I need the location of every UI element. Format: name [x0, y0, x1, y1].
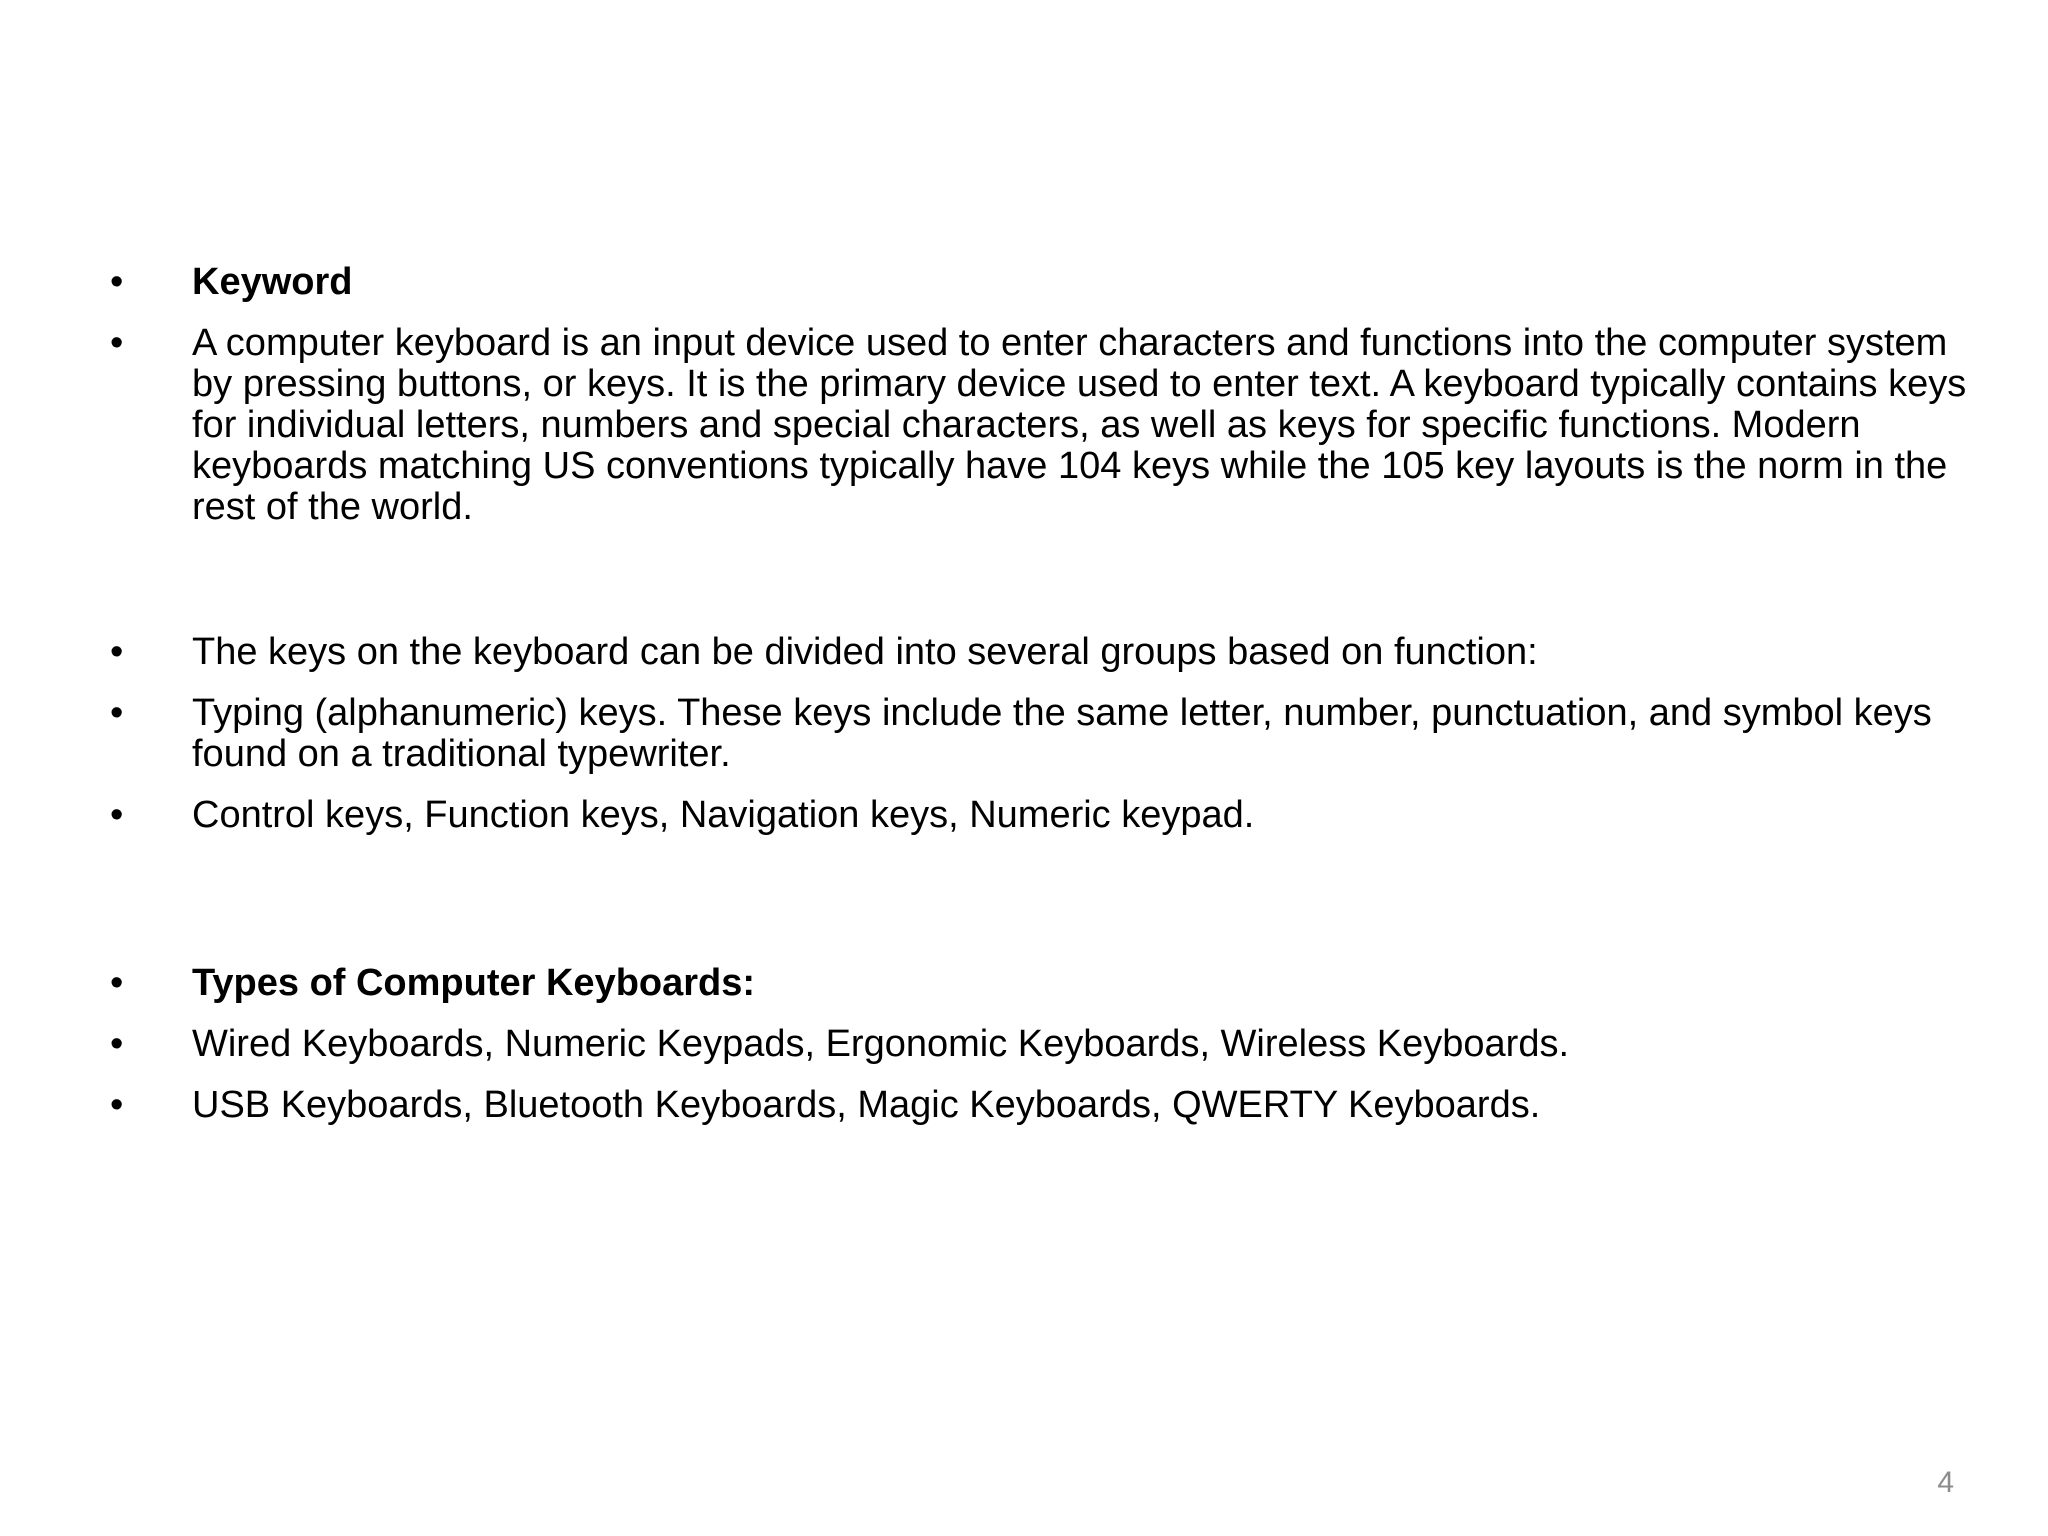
bullet-keyword-heading [110, 262, 1990, 303]
bullet-list-keyword [110, 262, 1990, 528]
other-keys-text: Control keys, Function keys, Navigation keys, Numeric keypad. [192, 794, 1255, 836]
bullet-icon: • [110, 692, 124, 734]
types-line-1-text: Wired Keyboards, Numeric Keypads, Ergonomic Keyboards, Wireless Keyboards. [192, 1023, 1570, 1065]
bullet-icon: • [110, 631, 124, 673]
types-line-2-text: USB Keyboards, Bluetooth Keyboards, Magic Keyboards, QWERTY Keyboards. [192, 1084, 1541, 1126]
typing-keys-text: Typing (alphanumeric) keys. These keys include the same letter, number, punctuation, and symbol keys found on a traditional typewriter. [192, 692, 1932, 775]
keyboard-definition-text: A computer keyboard is an input device used to enter characters and functions into the computer system by pressing buttons, or keys. It is the primary device used to enter text. A keyboard typically contains keys for individual letters, numbers and special characters, as well as keys for specific functions. Modern keyboards matching US conventions typically have 104 keys while the 105 key layouts is the norm in the rest of the world. [192, 322, 1967, 528]
bullet-icon: • [110, 261, 124, 303]
key-groups-intro-text: The keys on the keyboard can be divided into several groups based on function: [192, 631, 1538, 673]
bullet-key-groups-intro [110, 632, 1990, 673]
page-number: 4 [1937, 1466, 1954, 1499]
bullet-icon: • [110, 1023, 124, 1065]
bullet-list-key-groups [110, 632, 1990, 836]
bullet-icon: • [110, 322, 124, 364]
bullet-icon: • [110, 1084, 124, 1126]
bullet-icon: • [110, 962, 124, 1004]
bullet-types-heading [110, 963, 1990, 1004]
bullet-types-line-2 [110, 1085, 1990, 1126]
bullet-other-keys [110, 795, 1990, 836]
bullet-types-line-1 [110, 1024, 1990, 1065]
bullet-typing-keys [110, 693, 1990, 775]
bullet-list-keyboard-types [110, 963, 1990, 1126]
bullet-keyboard-definition [110, 323, 1990, 528]
bullet-icon: • [110, 794, 124, 836]
types-heading: Types of Computer Keyboards: [192, 962, 756, 1004]
keyword-heading: Keyword [192, 261, 353, 303]
